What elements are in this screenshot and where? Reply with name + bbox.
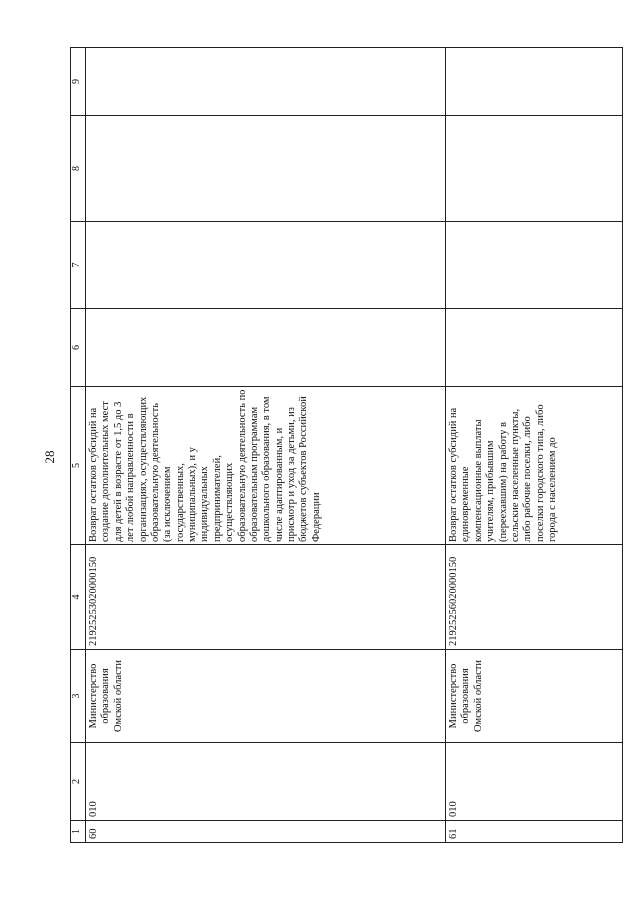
column-header: 9: [71, 48, 86, 116]
data-table: [70, 47, 623, 843]
column-header: 8: [71, 116, 86, 222]
cell-col-9: [446, 48, 623, 116]
table-row: [86, 48, 446, 843]
cell-col-9: [86, 48, 446, 116]
cell-col-8: [446, 116, 623, 222]
column-header: 5: [71, 387, 86, 545]
page-number: 28: [42, 450, 57, 464]
document-table-area: [70, 48, 615, 843]
chapter-code: 010: [86, 743, 446, 821]
cell-col-6: [446, 309, 623, 387]
income-description: Возврат остатков субсидий на единовременные компенсационные выплаты учителям, прибывшим (переехавшим) на работу в сельские населенные пункты, либо рабочие поселки, либо поселки городского типа, либо города с населением до: [446, 387, 623, 545]
cell-col-8: [86, 116, 446, 222]
column-header: 4: [71, 545, 86, 650]
table-row: [446, 48, 623, 843]
column-header: 6: [71, 309, 86, 387]
cell-col-6: [86, 309, 446, 387]
chapter-code: 010: [446, 743, 623, 821]
column-header: 1: [71, 821, 86, 843]
cell-col-7: [86, 222, 446, 309]
column-header: 2: [71, 743, 86, 821]
income-description: Возврат остатков субсидий на создание дополнительных мест для детей в возрасте от 1,5 до 3 лет любой направленности в организациях, осуществляющих образовательную деятельность (за исключением государственных, муниципальных), и у индивидуальных предпринимателей, осуществляющих образовательную деятельность по образовательным программам дошкольного образования, в том числе адаптированным, и присмотр и уход за детьми, из бюджетов субъектов Российской Федерации: [86, 387, 446, 545]
row-number: 60: [86, 821, 446, 843]
cell-col-7: [446, 222, 623, 309]
column-header: 3: [71, 650, 86, 743]
organization-name: Министерство образования Омской области: [446, 650, 623, 743]
organization-name: Министерство образования Омской области: [86, 650, 446, 743]
column-header: 7: [71, 222, 86, 309]
budget-code: 21925256020000150: [446, 545, 623, 650]
budget-code: 21925253020000150: [86, 545, 446, 650]
row-number: 61: [446, 821, 623, 843]
header-row: [71, 48, 86, 843]
